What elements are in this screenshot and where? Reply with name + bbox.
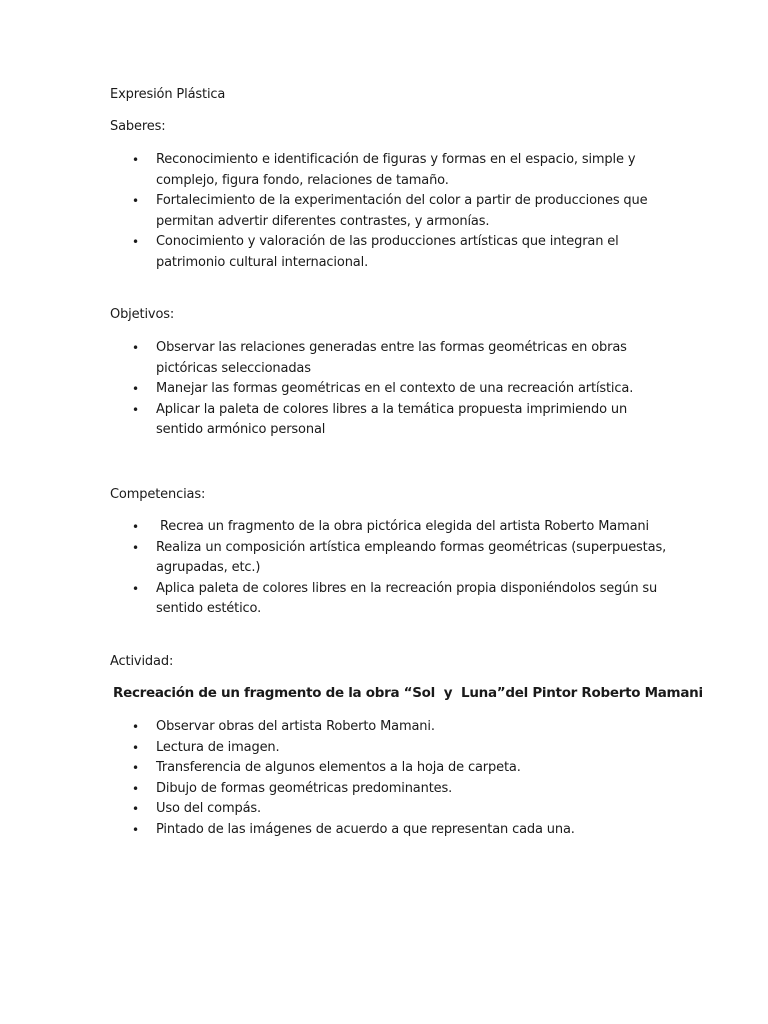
list-item: • Dibujo de formas geométricas predominantes. [110, 779, 670, 800]
list-item: • Manejar las formas geométricas en el contexto de una recreación artística. [110, 379, 670, 400]
bullet-icon: • [132, 153, 139, 167]
list-item: • Fortalecimiento de la experimentación del color a partir de producciones que permitan advertir diferentes contrastes, y armonías. [132, 193, 648, 229]
list-item: • Pintado de las imágenes de acuerdo a que representan cada una. [110, 820, 670, 841]
objetivos-heading: Objetivos: [110, 307, 175, 322]
list-item: • Reconocimiento e identificación de figuras y formas en el espacio, simple y complejo, figura fondo, relaciones de tamaño. [132, 152, 636, 188]
bullet-icon: • [132, 781, 139, 796]
saberes-heading: Saberes: [110, 119, 166, 134]
bullet-icon: • [132, 720, 139, 734]
bullet-icon: • [132, 740, 139, 755]
competencias-list [110, 517, 670, 620]
list-item: • Aplica paleta de colores libres en la recreación propia disponiéndolos según su sentido estético. [132, 580, 658, 616]
bullet-icon: • [132, 341, 139, 355]
list-item: • Conocimiento y valoración de las producciones artísticas que integran el patrimonio cultural internacional. [132, 234, 619, 270]
bullet-icon: • [132, 822, 139, 837]
bullet-icon: • [132, 581, 139, 596]
list-item: • Aplicar la paleta de colores libres a la temática propuesta imprimiendo un sentido armónico personal [132, 401, 628, 437]
document-title: Expresión Plástica [110, 87, 226, 102]
bullet-icon: • [132, 402, 139, 417]
bullet-icon: • [132, 235, 139, 249]
bullet-icon: • [132, 540, 139, 555]
list-item: • Lectura de imagen. [110, 738, 670, 759]
actividad-title: Recreación de un fragmento de la obra “Sol y Luna”del Pintor Roberto Mamani [113, 685, 703, 701]
bullet-icon: • [132, 520, 139, 534]
objetivos-list [110, 338, 670, 441]
bullet-icon: • [132, 194, 139, 208]
competencias-heading: Competencias: [110, 487, 206, 502]
list-item: • Observar obras del artista Roberto Mamani. [110, 717, 670, 738]
list-item: • Recrea un fragmento de la obra pictórica elegida del artista Roberto Mamani [110, 517, 670, 538]
saberes-list [110, 150, 670, 273]
list-item: • Observar las relaciones generadas entre las formas geométricas en obras pictóricas seleccionadas [132, 340, 627, 376]
list-item: • Uso del compás. [110, 799, 670, 820]
bullet-icon: • [132, 382, 139, 396]
actividad-heading: Actividad: [110, 654, 174, 669]
actividad-list [110, 717, 670, 840]
bullet-icon: • [132, 802, 139, 816]
bullet-icon: • [132, 761, 139, 775]
list-item: • Transferencia de algunos elementos a la hoja de carpeta. [110, 758, 670, 779]
list-item: • Realiza un composición artística empleando formas geométricas (superpuestas, agrupadas, etc.) [132, 539, 667, 575]
